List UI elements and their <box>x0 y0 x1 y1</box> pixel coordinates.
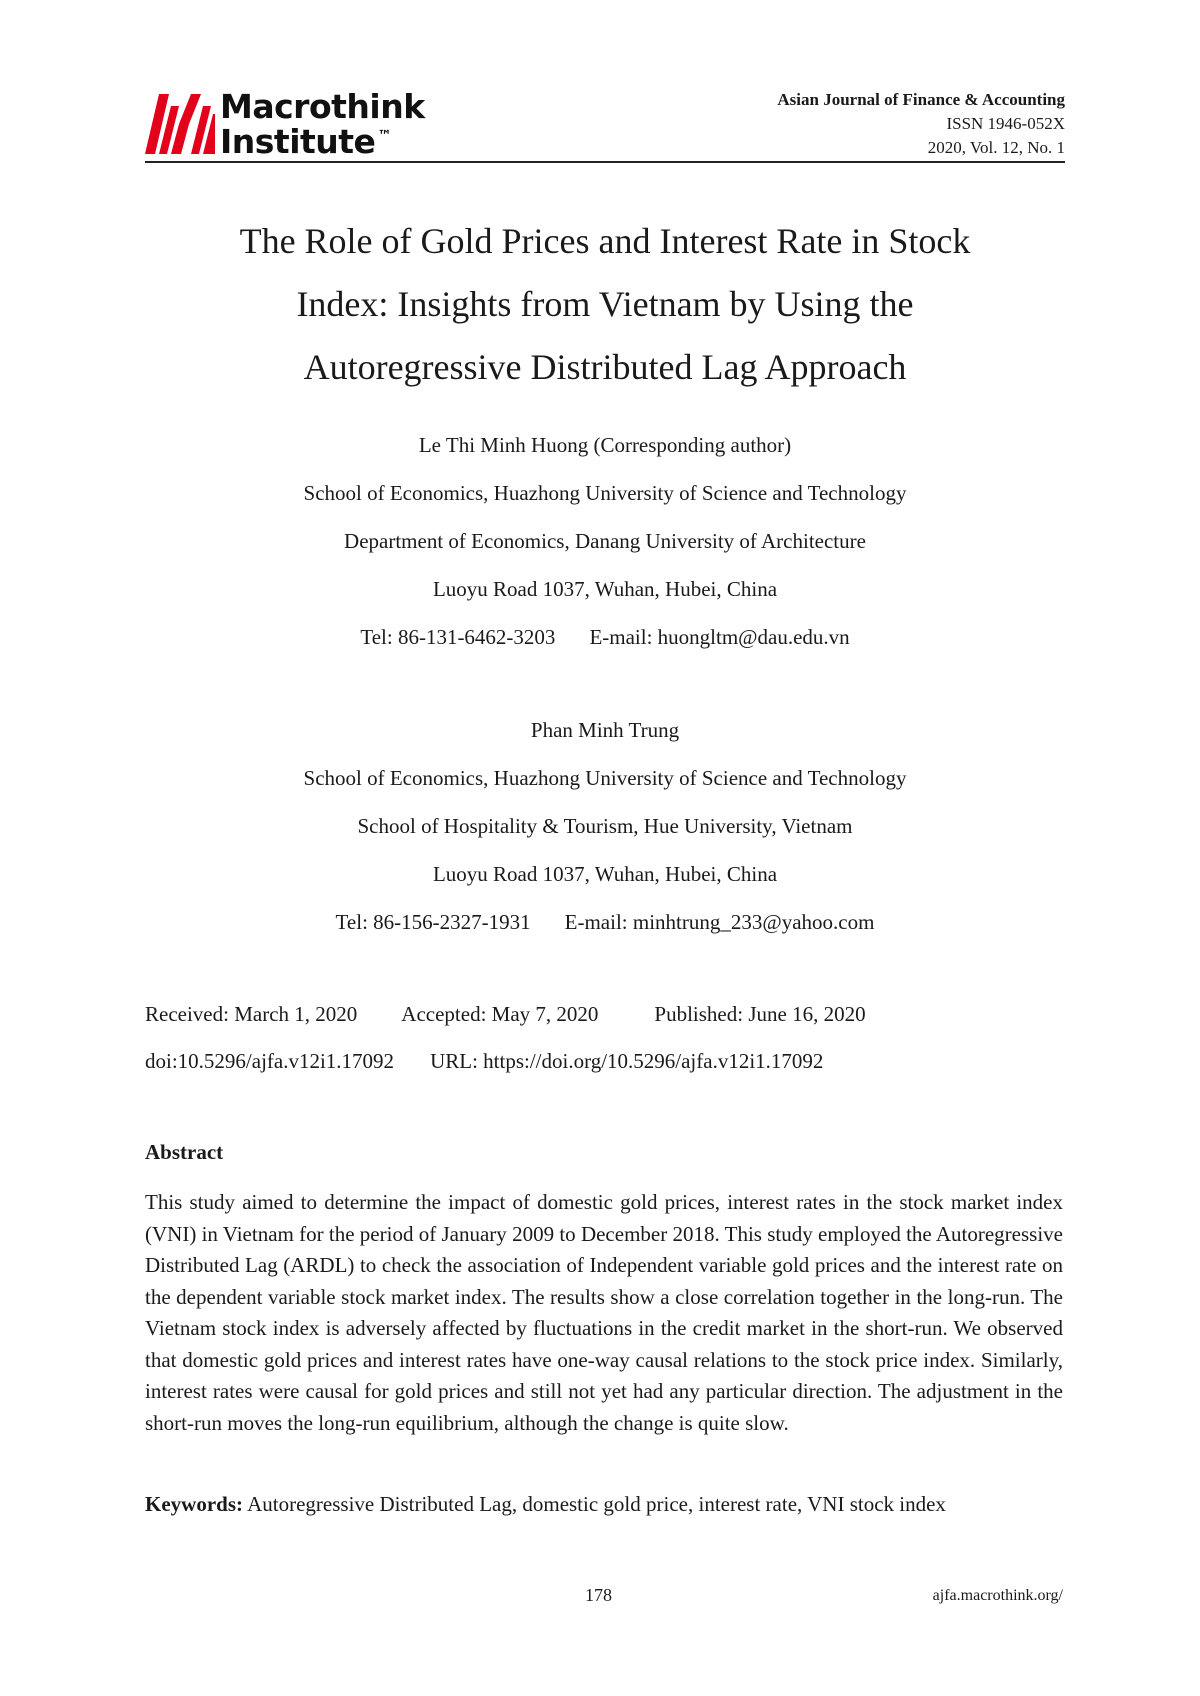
logo-line2-text: Institute <box>220 122 376 161</box>
author-address: Luoyu Road 1037, Wuhan, Hubei, China <box>432 577 778 601</box>
author-address: Luoyu Road 1037, Wuhan, Hubei, China <box>432 862 778 886</box>
publication-dates <box>145 991 1065 1085</box>
author-affiliation: Department of Economics, Danang University of Architecture <box>344 529 866 553</box>
author-affiliation: School of Economics, Huazhong University of Science and Technology <box>303 766 907 790</box>
author-name: Phan Minh Trung <box>530 718 680 742</box>
journal-meta <box>777 88 1065 160</box>
paper-title <box>150 210 1060 399</box>
author-affiliation: School of Economics, Huazhong University of Science and Technology <box>303 481 907 505</box>
logo-trademark: ™ <box>377 128 391 144</box>
page-header <box>145 78 1065 164</box>
author-tel: Tel: 86-131-6462-3203 <box>360 625 556 649</box>
abstract-heading: Abstract <box>145 1140 224 1164</box>
abstract-body: This study aimed to determine the impact of domestic gold prices, interest rates in the stock market index (VNI) in Vietnam for the period of January 2009 to December 2018. This study employed the Autoregressive Distributed Lag (ARDL) to check the association of Independent variable gold prices and the interest rate on the dependent variable stock market index. The results show a close correlation together in the long-run. The Vietnam stock index is adversely affected by fluctuations in the credit market in the short-run. We observed that domestic gold prices and interest rates have one-way causal relations to the stock price index. Similarly, interest rates were causal for gold prices and still not yet had any particular direction. The adjustment in the short-run moves the long-run equilibrium, although the change is quite slow. <box>145 1190 1063 1435</box>
received-date: Received: March 1, 2020 <box>145 1002 358 1026</box>
logo-wordmark <box>220 84 425 161</box>
logo-line2 <box>220 122 425 161</box>
doi: doi:10.5296/ajfa.v12i1.17092 <box>145 1049 395 1073</box>
author-block-1 <box>150 421 1060 661</box>
author-contact <box>150 613 1060 661</box>
doi-url-link[interactable]: URL: https://doi.org/10.5296/ajfa.v12i1.17092 <box>430 1049 824 1073</box>
page-number: 178 <box>585 1585 612 1605</box>
author-tel: Tel: 86-156-2327-1931 <box>335 910 531 934</box>
title-line: Autoregressive Distributed Lag Approach <box>303 347 907 387</box>
author-name: Le Thi Minh Huong (Corresponding author) <box>418 433 792 457</box>
published-date: Published: June 16, 2020 <box>654 1002 866 1026</box>
journal-issn: ISSN 1946-052X <box>946 114 1065 133</box>
accepted-date: Accepted: May 7, 2020 <box>401 1002 599 1026</box>
keywords <box>145 1489 1063 1520</box>
title-line: The Role of Gold Prices and Interest Rate in Stock <box>239 221 971 261</box>
keywords-text: Autoregressive Distributed Lag, domestic gold price, interest rate, VNI stock index <box>243 1492 946 1516</box>
author-email[interactable]: E-mail: minhtrung_233@yahoo.com <box>564 910 875 934</box>
publisher-logo <box>145 84 465 161</box>
macrothink-logo-icon <box>145 84 215 154</box>
author-contact <box>150 898 1060 946</box>
author-block-2 <box>150 706 1060 946</box>
title-line: Index: Insights from Vietnam by Using the <box>296 284 914 324</box>
journal-volume: 2020, Vol. 12, No. 1 <box>927 138 1065 157</box>
doi-row <box>145 1038 1065 1085</box>
dates-row <box>145 991 1065 1038</box>
footer-journal-url[interactable]: ajfa.macrothink.org/ <box>932 1587 1063 1604</box>
author-email[interactable]: E-mail: huongltm@dau.edu.vn <box>589 625 850 649</box>
author-affiliation: School of Hospitality & Tourism, Hue University, Vietnam <box>357 814 853 838</box>
journal-name: Asian Journal of Finance & Accounting <box>777 90 1065 109</box>
header-divider <box>145 161 1065 163</box>
keywords-label: Keywords: <box>145 1492 243 1516</box>
logo-line1: Macrothink <box>220 87 425 126</box>
